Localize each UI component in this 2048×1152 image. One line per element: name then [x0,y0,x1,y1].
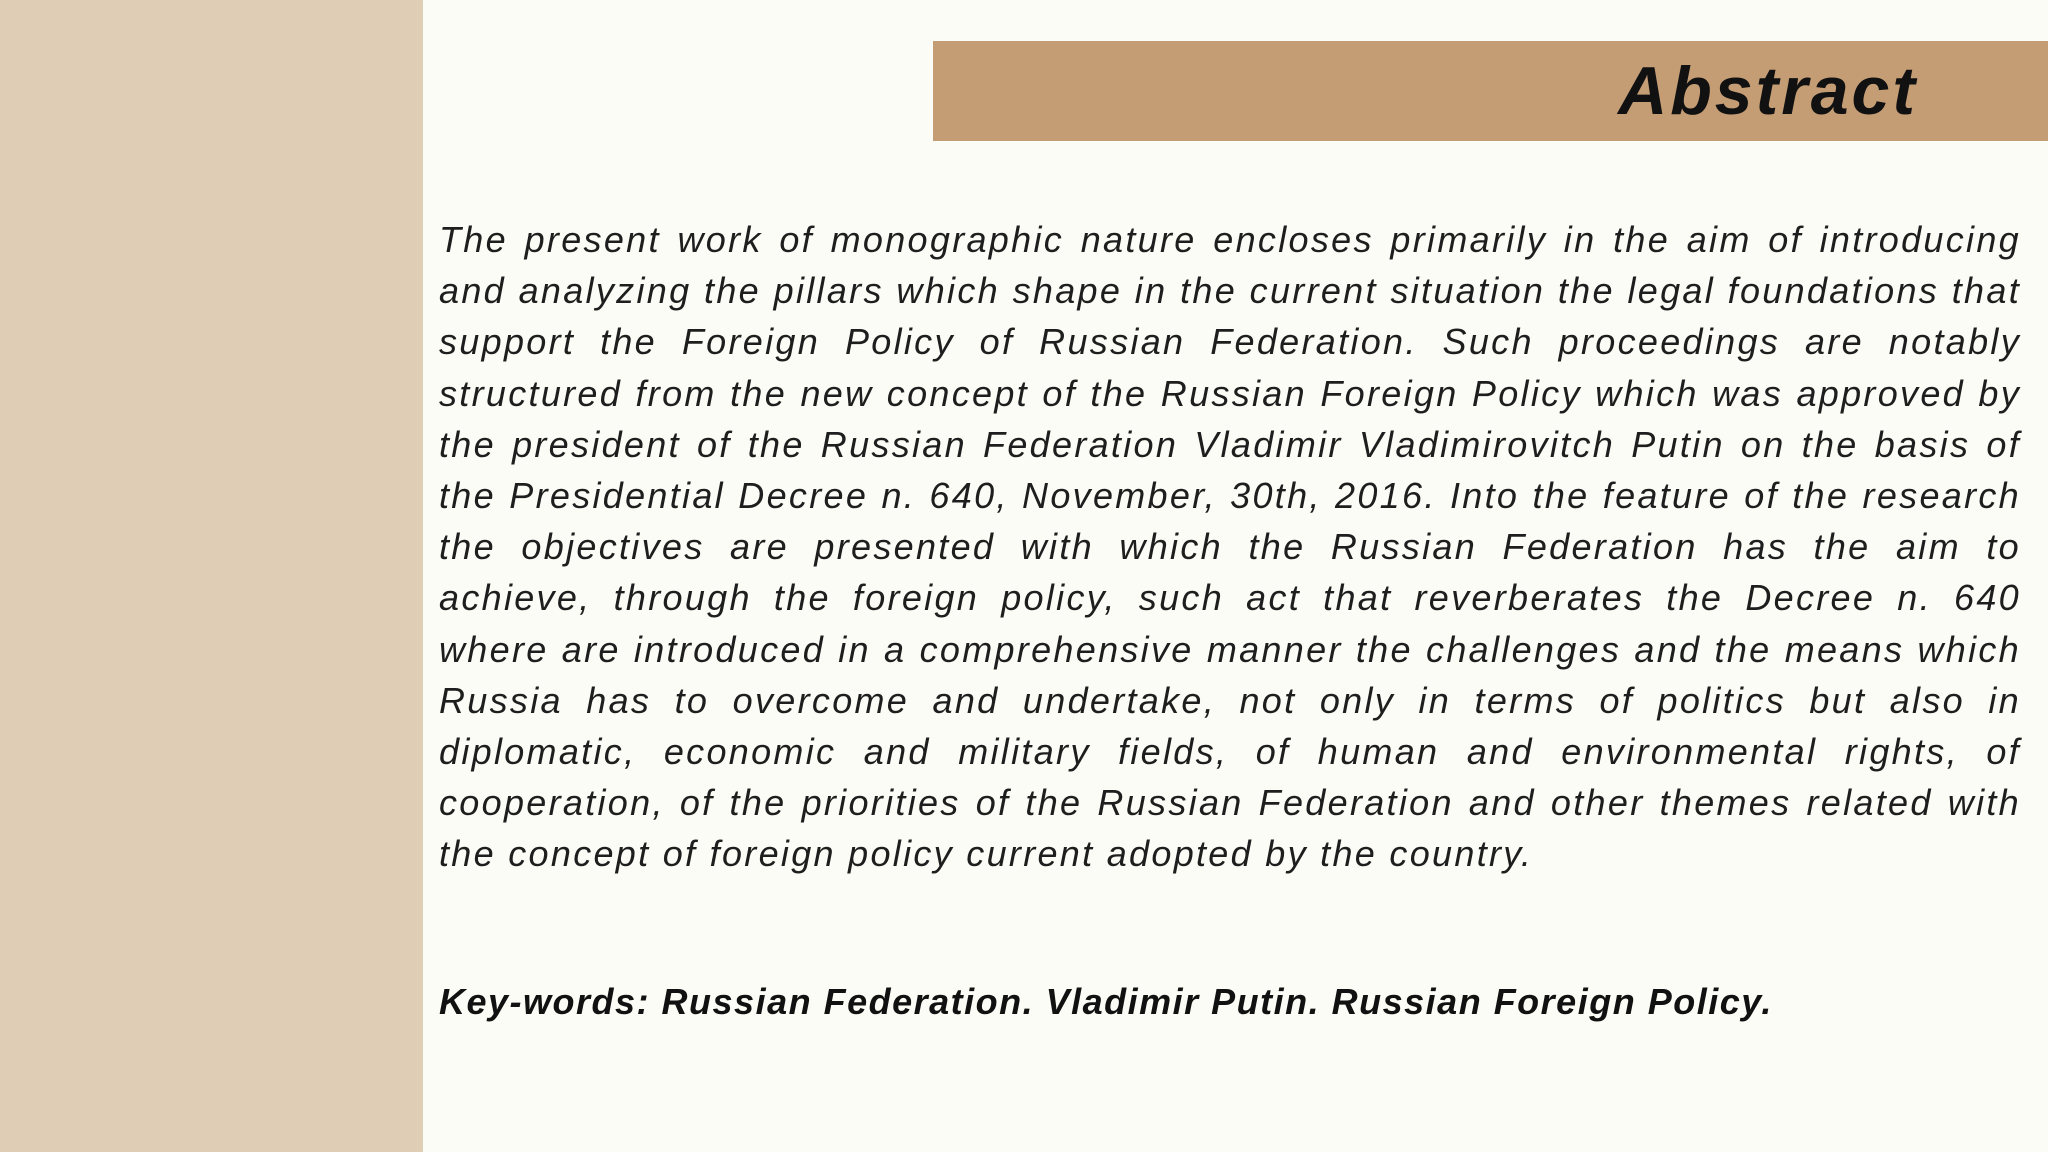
page-title: Abstract [1618,53,1918,129]
left-sidebar-panel [0,0,423,1152]
keywords-line: Key-words: Russian Federation. Vladimir Putin. Russian Foreign Policy. [439,981,1773,1022]
abstract-text: The present work of monographic nature encloses primarily in the aim of introducing and analyzing the pillars which shape in the current situation the legal foundations that support the Foreign Policy of Russian Federation. Such proceedings are notably structured from the new concept of the Russian Foreign Policy which was approved by the president of the Russian Federation Vladimir Vladimirovitch Putin on the basis of the Presidential Decree n. 640, November, 30th, 2016. Into the feature of the research the objectives are presented with which the Russian Federation has the aim to achieve, through the foreign policy, such act that reverberates the Decree n. 640 where are introduced in a comprehensive manner the challenges and the means which Russia has to overcome and undertake, not only in terms of politics but also in diplomatic, economic and military fields, of human and environmental rights, of cooperation, of the priorities of the Russian Federation and other themes related with the concept of foreign policy current adopted by the country. [439,219,2021,875]
title-bar [933,41,2048,141]
